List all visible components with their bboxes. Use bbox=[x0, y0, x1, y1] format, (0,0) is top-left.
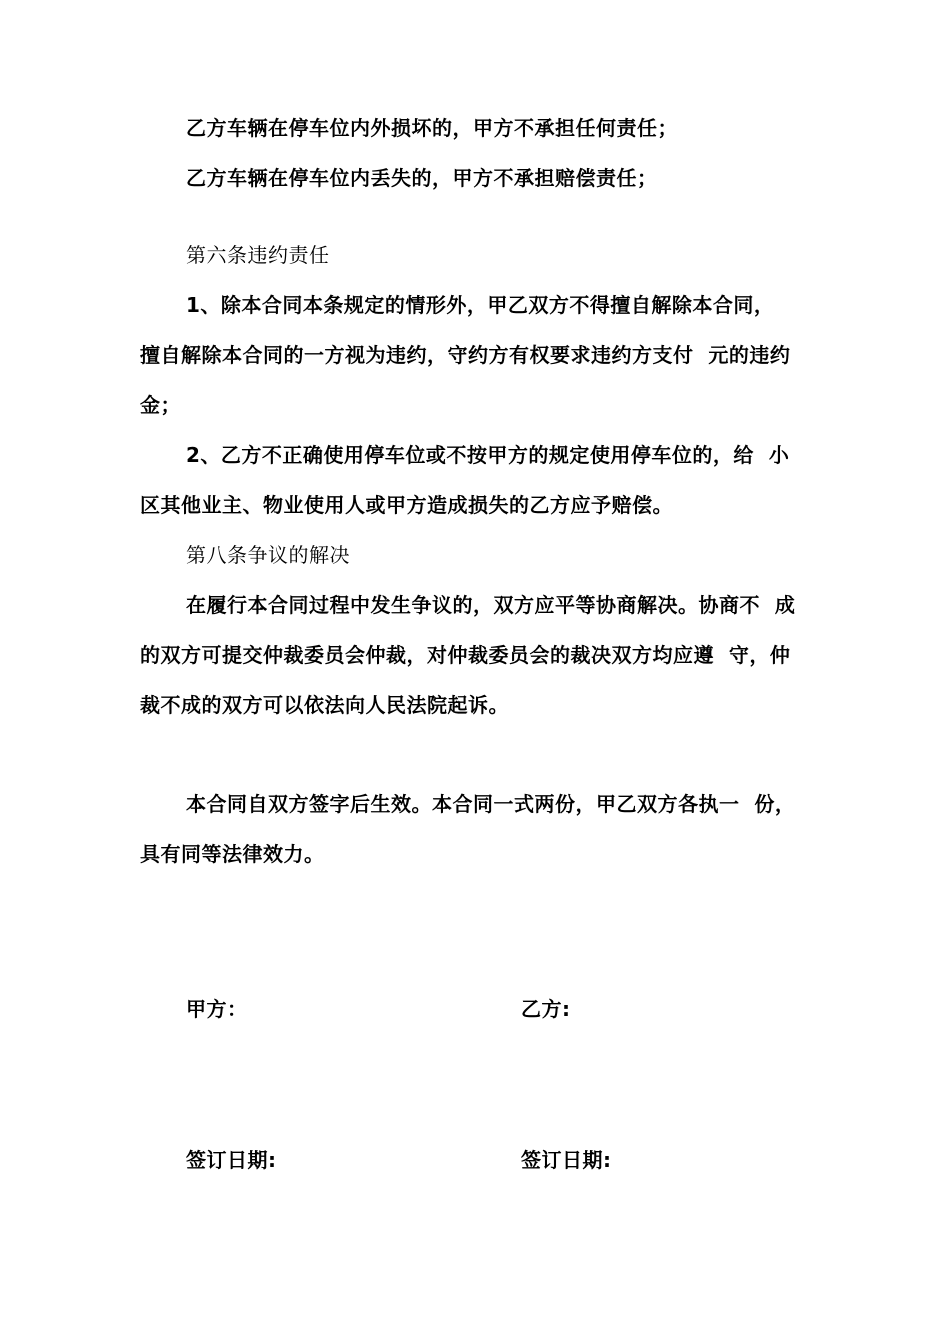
article8-line2: 的双方可提交仲裁委员会仲裁，对仲裁委员会的裁决双方均应遵 守，仲 bbox=[140, 643, 791, 667]
party-b-date-label: 签订日期: bbox=[521, 1148, 612, 1172]
loss-clause: 乙方车辆在停车位内丢失的，甲方不承担赔偿责任； bbox=[186, 166, 658, 190]
party-a-label: 甲方： bbox=[186, 997, 248, 1021]
article8-title: 第八条争议的解决 bbox=[186, 543, 350, 567]
article6-title: 第六条违约责任 bbox=[186, 243, 330, 267]
party-b-label: 乙方: bbox=[521, 997, 571, 1021]
effect-line1: 本合同自双方签字后生效。本合同一式两份，甲乙双方各执一 份， bbox=[186, 792, 796, 816]
article8-line3: 裁不成的双方可以依法向人民法院起诉。 bbox=[140, 693, 509, 717]
effect-line2: 具有同等法律效力。 bbox=[140, 842, 325, 866]
damage-clause: 乙方车辆在停车位内外损坏的，甲方不承担任何责任； bbox=[186, 116, 678, 140]
article8-line1: 在履行本合同过程中发生争议的，双方应平等协商解决。协商不 成 bbox=[186, 593, 796, 617]
article6-item1-line2: 擅自解除本合同的一方视为违约，守约方有权要求违约方支付 元的违约 bbox=[140, 343, 791, 367]
article6-item1-line1: 1、除本合同本条规定的情形外，甲乙双方不得擅自解除本合同， bbox=[186, 293, 775, 317]
party-a-date-label: 签订日期: bbox=[186, 1148, 277, 1172]
article6-item1-line3: 金； bbox=[140, 393, 181, 417]
article6-item2-line2: 区其他业主、物业使用人或甲方造成损失的乙方应予赔偿。 bbox=[140, 493, 673, 517]
article6-item2-line1: 2、乙方不正确使用停车位或不按甲方的规定使用停车位的，给 小 bbox=[186, 443, 790, 467]
